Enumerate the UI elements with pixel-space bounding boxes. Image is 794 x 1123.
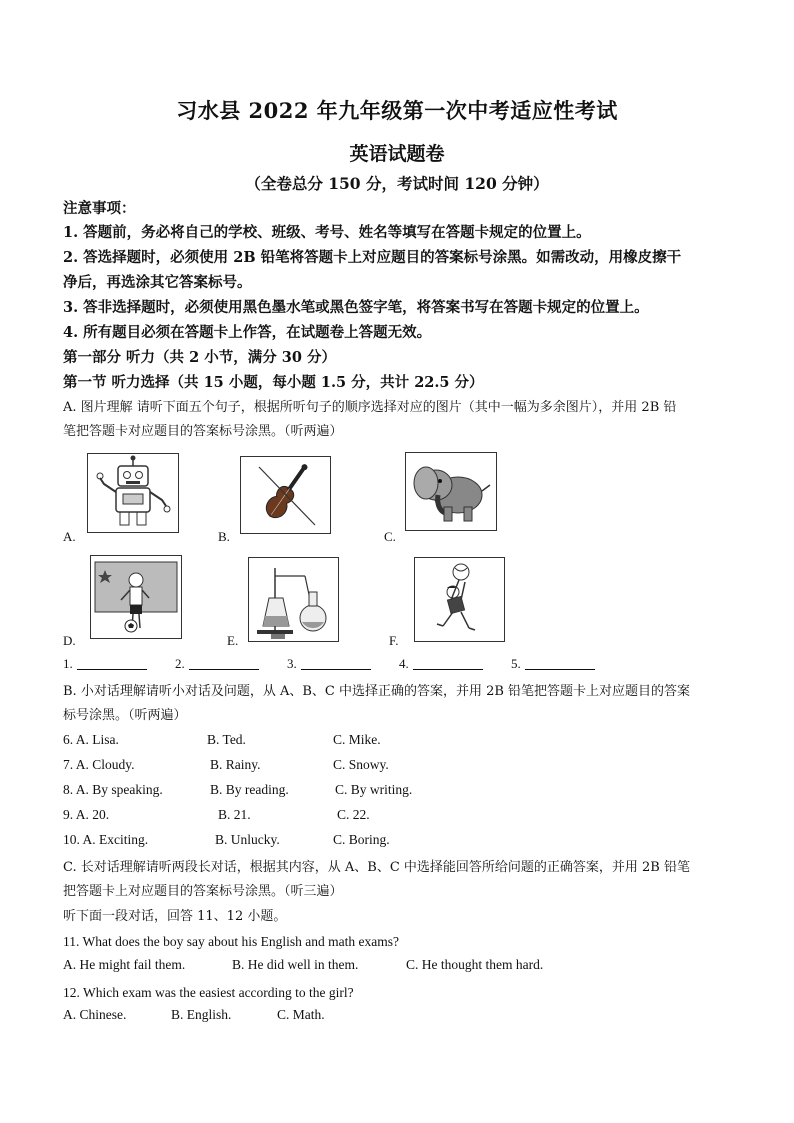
part-c-instruction: C. 长对话理解请听两段长对话，根据其内容，从 A、B、C 中选择能回答所给问题的正确答案，并用 2B 铅笔 [63,860,690,875]
note-item-2-cont: 净后，再选涂其它答案标号。 [63,274,252,291]
picture-a-label: A. [63,529,76,544]
picture-b [240,456,331,534]
answer-blank-5: 5. [511,655,595,672]
q7-option-a: 7. A. Cloudy. [63,757,135,772]
volleyball-player-icon [415,558,504,641]
notes-heading: 注意事项： [63,200,136,217]
blank-line [525,655,595,670]
answer-blank-1: 1. [63,655,147,672]
picture-e [248,557,339,642]
q12-option-c: C. Math. [277,1007,325,1022]
answer-blank-2: 2. [175,655,259,672]
elephant-icon [406,453,496,530]
part-c-lead: 听下面一段对话，回答 11、12 小题。 [63,909,287,924]
picture-a [87,453,179,533]
note-item-3: 3. 答非选择题时，必须使用黑色墨水笔或黑色签字笔，将答案书写在答题卡规定的位置上。 [63,299,649,316]
q7-option-c: C. Snowy. [333,757,389,772]
q6-option-a: 6. A. Lisa. [63,732,119,747]
note-item-4: 4. 所有题目必须在答题卡上作答，在试题卷上答题无效。 [63,324,432,341]
q11-option-c: C. He thought them hard. [406,957,544,972]
exam-subject: 英语试题卷 [349,143,445,165]
q9-option-a: 9. A. 20. [63,807,110,822]
blank-line [301,655,371,670]
part-a-instruction: A. 图片理解 请听下面五个句子，根据所听句子的顺序选择对应的图片（其中一幅为多余图片），并用 2B 铅 [63,400,677,415]
picture-f [414,557,505,642]
note-item-2: 2. 答选择题时，必须使用 2B 铅笔将答题卡上对应题目的答案标号涂黑。如需改动，用橡皮擦干 [63,249,682,266]
q10-option-c: C. Boring. [333,832,390,847]
blank-line [77,655,147,670]
q12-option-a: A. Chinese. [63,1007,127,1022]
q6-option-b: B. Ted. [207,732,246,747]
picture-d [90,555,182,639]
q8-option-b: B. By reading. [210,782,289,797]
q8-option-c: C. By writing. [335,782,413,797]
picture-c-label: C. [384,529,396,544]
girl-flag-football-icon [91,556,181,638]
q10-option-b: B. Unlucky. [215,832,280,847]
q12-stem: 12. Which exam was the easiest according to the girl? [63,985,354,1000]
q11-stem: 11. What does the boy say about his English and math exams? [63,934,399,949]
note-item-1: 1. 答题前，务必将自己的学校、班级、考号、姓名等填写在答题卡规定的位置上。 [63,224,591,241]
q6-option-c: C. Mike. [333,732,381,747]
blank-line [413,655,483,670]
blank-line [189,655,259,670]
answer-blank-3: 3. [287,655,371,672]
q11-option-a: A. He might fail them. [63,957,186,972]
q7-option-b: B. Rainy. [210,757,261,772]
violin-icon [241,457,330,533]
q10-option-a: 10. A. Exciting. [63,832,149,847]
exam-title: 习水县 2022 年九年级第一次中考适应性考试 [176,98,618,123]
q9-option-c: C. 22. [337,807,370,822]
part-b-instruction-cont: 标号涂黑。（听两遍） [63,708,187,723]
part-a-instruction-cont: 笔把答题卡对应题目的答案标号涂黑。（听两遍） [63,424,343,439]
part1-heading: 第一部分 听力（共 2 小节，满分 30 分） [63,349,337,366]
picture-f-label: F. [389,633,399,648]
picture-c [405,452,497,531]
picture-b-label: B. [218,529,230,544]
answer-blank-4: 4. [399,655,483,672]
part-b-instruction: B. 小对话理解请听小对话及问题，从 A、B、C 中选择正确的答案，并用 2B 铅笔把答题卡上对应题目的答案 [63,684,691,699]
picture-e-label: E. [227,633,239,648]
part-c-instruction-cont: 把答题卡上对应题目的答案标号涂黑。（听三遍） [63,884,343,899]
q9-option-b: B. 21. [218,807,251,822]
picture-d-label: D. [63,633,76,648]
exam-info: （全卷总分 150 分，考试时间 120 分钟） [245,174,549,193]
q11-option-b: B. He did well in them. [232,957,359,972]
robot-icon [88,454,178,532]
section1-heading: 第一节 听力选择（共 15 小题，每小题 1.5 分，共计 22.5 分） [63,374,484,391]
lab-equipment-icon [249,558,338,641]
q8-option-a: 8. A. By speaking. [63,782,163,797]
q12-option-b: B. English. [171,1007,232,1022]
